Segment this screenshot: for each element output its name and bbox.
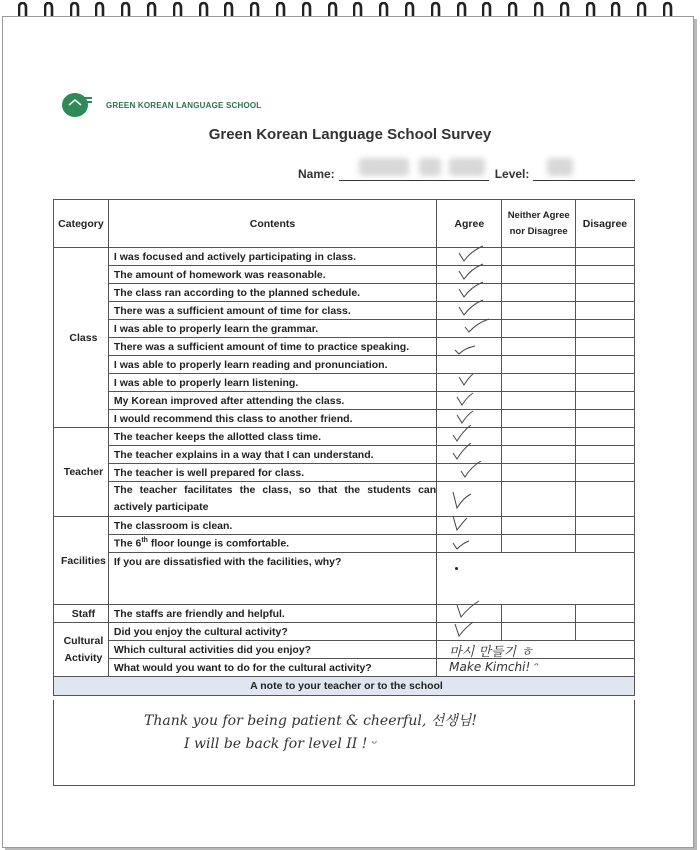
handwritten-answer: Make Kimchi! ᵔ: [449, 660, 540, 674]
check-mark-icon: [449, 488, 483, 515]
neither-cell[interactable]: [502, 428, 576, 446]
item-teacher-2: The teacher explains in a way that I can understand.: [108, 446, 436, 464]
disagree-cell[interactable]: [575, 428, 634, 446]
agree-cell[interactable]: [437, 320, 502, 338]
note-line-2: I will be back for level II ! ᵕ: [184, 736, 378, 752]
check-mark-icon: [451, 620, 485, 641]
neither-cell[interactable]: [502, 266, 576, 284]
agree-cell[interactable]: [437, 535, 502, 553]
level-label: Level:: [494, 167, 530, 181]
disagree-cell[interactable]: [575, 464, 634, 482]
facilities-answer-field[interactable]: [437, 553, 635, 605]
neither-cell[interactable]: [502, 374, 576, 392]
disagree-cell[interactable]: [575, 517, 634, 535]
agree-cell[interactable]: [437, 623, 502, 641]
header-disagree: Disagree: [575, 200, 634, 248]
neither-cell[interactable]: [502, 410, 576, 428]
neither-cell[interactable]: [502, 302, 576, 320]
item-facilities-1: The classroom is clean.: [108, 517, 436, 535]
neither-cell[interactable]: [502, 284, 576, 302]
neither-cell[interactable]: [502, 320, 576, 338]
item-class-9: My Korean improved after attending the class.: [108, 392, 436, 410]
header-contents: Contents: [108, 200, 436, 248]
header-neither: Neither Agree nor Disagree: [502, 200, 576, 248]
item-class-4: There was a sufficient amount of time for class.: [108, 302, 436, 320]
item-class-6: There was a sufficient amount of time to practice speaking.: [108, 338, 436, 356]
level-field: [533, 166, 635, 181]
item-class-5: I was able to properly learn the grammar.: [108, 320, 436, 338]
page-title: Green Korean Language School Survey: [208, 126, 492, 143]
neither-cell[interactable]: [502, 482, 576, 517]
neither-cell[interactable]: [502, 446, 576, 464]
category-facilities: Facilities: [54, 517, 109, 605]
item-class-10: I would recommend this class to another friend.: [108, 410, 436, 428]
category-staff: Staff: [54, 605, 109, 623]
disagree-cell[interactable]: [575, 410, 634, 428]
dot-mark: [455, 567, 458, 570]
agree-cell[interactable]: [437, 482, 502, 517]
disagree-cell[interactable]: [575, 605, 634, 623]
disagree-cell[interactable]: [575, 392, 634, 410]
header-agree: Agree: [437, 200, 502, 248]
item-cultural-2: Which cultural activities did you enjoy?: [108, 641, 436, 659]
disagree-cell[interactable]: [575, 356, 634, 374]
cultural-want-field[interactable]: [437, 659, 635, 677]
disagree-cell[interactable]: [575, 266, 634, 284]
disagree-cell[interactable]: [575, 248, 634, 266]
neither-cell[interactable]: [502, 535, 576, 553]
neither-cell[interactable]: [502, 517, 576, 535]
header-category: Category: [54, 200, 109, 248]
cultural-enjoyed-field[interactable]: [437, 641, 635, 659]
agree-cell[interactable]: [437, 464, 502, 482]
disagree-cell[interactable]: [575, 302, 634, 320]
item-cultural-1: Did you enjoy the cultural activity?: [108, 623, 436, 641]
survey-table: [53, 199, 635, 696]
neither-cell[interactable]: [502, 605, 576, 623]
school-logo: [62, 92, 261, 118]
item-class-8: I was able to properly learn listening.: [108, 374, 436, 392]
check-mark-icon: [459, 317, 493, 338]
handwritten-answer: 마시 만들기 ㅎ: [449, 645, 533, 660]
disagree-cell[interactable]: [575, 623, 634, 641]
item-facilities-3: If you are dissatisfied with the facilities, why?: [108, 553, 436, 605]
name-level-line: [298, 166, 635, 181]
item-teacher-3: The teacher is well prepared for class.: [108, 464, 436, 482]
item-class-3: The class ran according to the planned schedule.: [108, 284, 436, 302]
neither-cell[interactable]: [502, 338, 576, 356]
neither-cell[interactable]: [502, 464, 576, 482]
neither-cell[interactable]: [502, 248, 576, 266]
note-line-1: Thank you for being patient & cheerful, 선생님!: [144, 713, 477, 729]
agree-cell[interactable]: [437, 517, 502, 535]
item-staff-1: The staffs are friendly and helpful.: [108, 605, 436, 623]
name-label: Name:: [298, 167, 335, 181]
disagree-cell[interactable]: [575, 482, 634, 517]
item-facilities-2: The 6th floor lounge is comfortable.: [108, 535, 436, 553]
disagree-cell[interactable]: [575, 446, 634, 464]
note-header: A note to your teacher or to the school: [54, 677, 635, 696]
name-field: [339, 166, 489, 181]
item-teacher-4: The teacher facilitates the class, so that the students can actively participate: [108, 482, 436, 517]
neither-cell[interactable]: [502, 623, 576, 641]
category-class: Class: [54, 248, 109, 428]
category-teacher: Teacher: [54, 428, 109, 517]
neither-cell[interactable]: [502, 356, 576, 374]
item-class-7: I was able to properly learn reading and pronunciation.: [108, 356, 436, 374]
logo-text: GREEN KOREAN LANGUAGE SCHOOL: [106, 100, 262, 110]
item-cultural-3: What would you want to do for the cultural activity?: [108, 659, 436, 677]
disagree-cell[interactable]: [575, 338, 634, 356]
category-cultural: Cultural Activity: [54, 623, 109, 677]
disagree-cell[interactable]: [575, 535, 634, 553]
disagree-cell[interactable]: [575, 284, 634, 302]
note-box[interactable]: [53, 700, 635, 786]
item-teacher-1: The teacher keeps the allotted class time.: [108, 428, 436, 446]
disagree-cell[interactable]: [575, 374, 634, 392]
disagree-cell[interactable]: [575, 320, 634, 338]
leaf-logo-icon: [62, 92, 98, 118]
check-mark-icon: [457, 461, 491, 482]
item-class-1: I was focused and actively participating in class.: [108, 248, 436, 266]
item-class-2: The amount of homework was reasonable.: [108, 266, 436, 284]
check-mark-icon: [449, 514, 483, 535]
neither-cell[interactable]: [502, 392, 576, 410]
agree-cell[interactable]: [437, 338, 502, 356]
